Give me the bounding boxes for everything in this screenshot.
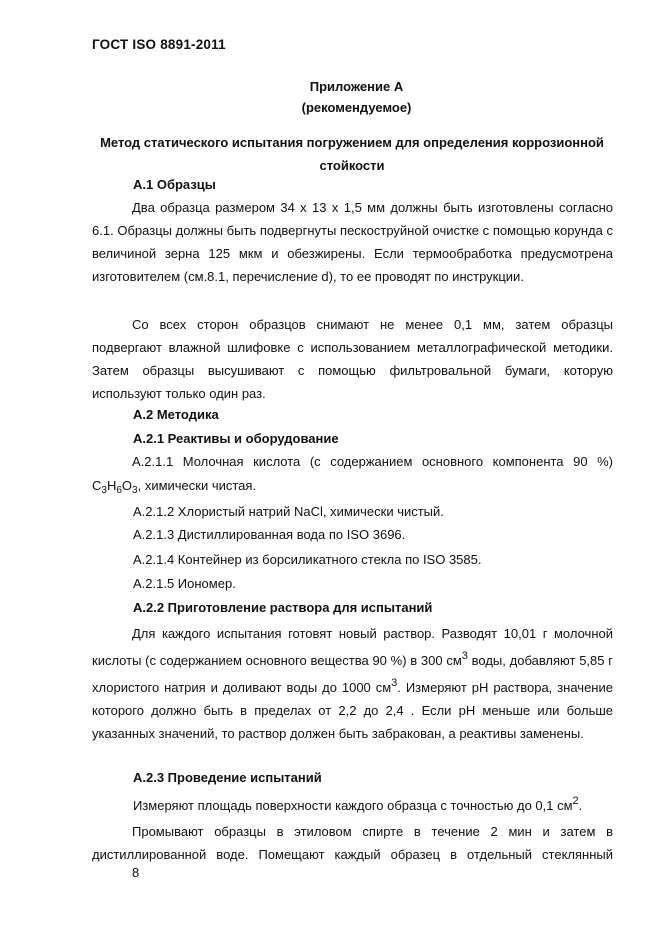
paragraph-text: Со всех сторон образцов снимают не менее 0,1 мм, затем образцы подвергают влажной шлифовке с использованием металлографической методики. Затем образцы высушивают с помощью фильтровальной бумаги, которую используют только один раз. — [92, 317, 613, 401]
paragraph-a23-2 — [92, 820, 613, 866]
paragraph-a23-1 — [133, 795, 582, 813]
section-heading-a23: А.2.3 Проведение испытаний — [133, 770, 322, 785]
formula-o-count: 3 — [132, 485, 138, 496]
paragraph-tail: . — [578, 798, 583, 813]
paragraph-a1-2 — [92, 313, 613, 405]
method-title: Метод статического испытания погружением для определения коррозионной стойкости — [100, 135, 604, 173]
section-heading-a2: А.2 Методика — [133, 407, 219, 422]
paragraph-a1-1 — [92, 196, 613, 288]
standard-code: ГОСТ ISO 8891-2011 — [92, 37, 226, 52]
item-a214: А.2.1.4 Контейнер из борсиликатного стекла по ISO 3585. — [133, 552, 482, 567]
page-number: 8 — [132, 865, 140, 880]
formula-c-count: 3 — [101, 485, 107, 496]
paragraph-text: Измеряют площадь поверхности каждого образца с точностью до 0,1 см — [133, 798, 573, 813]
appendix-subtitle: (рекомендуемое) — [301, 100, 412, 115]
chemical-formula-line — [92, 478, 256, 496]
paragraph-a211 — [92, 450, 613, 473]
formula-h: H — [106, 478, 117, 493]
section-heading-a22: А.2.2 Приготовление раствора для испытаний — [133, 600, 433, 615]
superscript-1: 3 — [461, 650, 468, 662]
item-a212: А.2.1.2 Хлористый натрий NaCl, химически чистый. — [133, 504, 444, 519]
formula-tail: , химически чистая. — [137, 478, 257, 493]
paragraph-text: Два образца размером 34 х 13 х 1,5 мм должны быть изготовлены согласно 6.1. Образцы должны быть подвергнуты пескоструйной очистке с помощью корунда с величиной зерна 125 мкм и обезжирены. Если термообработка предусмотрена изготовителем (см.8.1, перечисление d), то ее проводят по инструкции. — [92, 200, 613, 284]
item-a215: А.2.1.5 Иономер. — [133, 576, 236, 591]
appendix-title: Приложение А — [309, 79, 404, 94]
superscript-2: 3 — [391, 677, 398, 689]
section-heading-a1: А.1 Образцы — [133, 177, 216, 192]
section-heading-a21: А.2.1 Реактивы и оборудование — [133, 431, 339, 446]
paragraph-text: Промывают образцы в этиловом спирте в течение 2 мин и затем в дистиллированной воде. Помещают каждый образец в отдельный стеклянный — [92, 824, 613, 862]
paragraph-part-2: воды, добавляют 5,85 г хлористого натрия и доливают воды до 1000 см — [92, 653, 613, 695]
paragraph-text: А.2.1.1 Молочная кислота (с содержанием основного компонента 90 %) — [132, 454, 613, 469]
formula-o: O — [121, 478, 133, 493]
item-a213: А.2.1.3 Дистиллированная вода по ISO 3696. — [133, 527, 406, 542]
paragraph-text — [92, 622, 613, 745]
paragraph-a22 — [92, 622, 613, 745]
superscript-area: 2 — [572, 795, 579, 807]
paragraph-part-1: Для каждого испытания готовят новый раствор. Разводят 10,01 г молочной кислоты (с содержанием основного вещества 90 %) в 300 см — [92, 626, 613, 668]
paragraph-part-3: . Измеряют pH раствора, значение которого должно быть в пределах от 2,2 до 2,4 . Если pH меньше или больше указанных значений, то раствор должен быть забракован, а реактивы заменены. — [92, 680, 613, 741]
formula-h-count: 6 — [116, 485, 122, 496]
formula-c: C — [92, 478, 102, 493]
